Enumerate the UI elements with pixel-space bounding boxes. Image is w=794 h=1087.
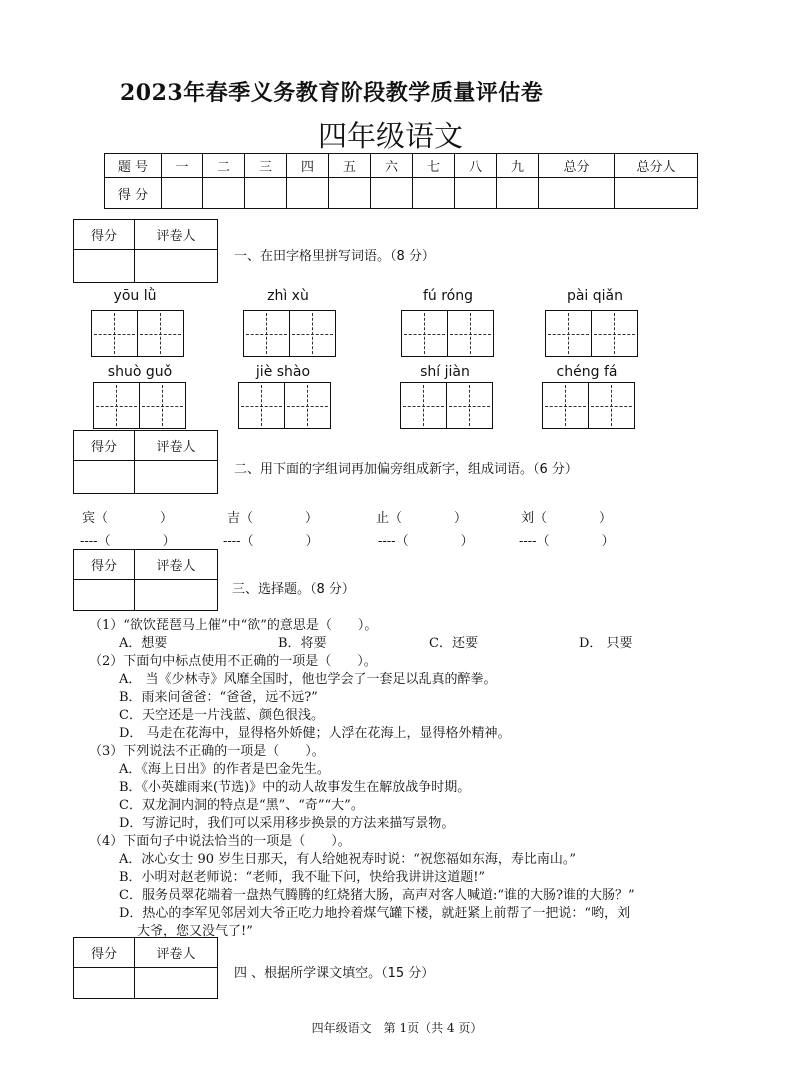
option-c[interactable]: C．还要 xyxy=(429,636,478,651)
pinyin-label: zhì xù xyxy=(267,288,309,304)
word-blank[interactable]: 宾（ ） xyxy=(82,511,174,526)
option-line[interactable]: A．冰心女士 90 岁生日那天，有人给她祝寿时说：“祝您福如东海，寿比南山。” xyxy=(119,852,576,867)
score-table xyxy=(104,153,698,209)
option-line[interactable]: D． 马走在花海中，显得格外娇健；人浮在花海上，显得格外精神。 xyxy=(119,726,511,741)
score-header-cell: 二 xyxy=(203,154,245,178)
tianzige-box[interactable] xyxy=(93,382,186,429)
tianzige-box[interactable] xyxy=(238,382,331,429)
option-line[interactable]: B．小明对赵老师说：“老师，我不耻下问，快给我讲讲这道题!” xyxy=(119,870,486,885)
score-header-cell: 一 xyxy=(162,154,203,178)
pinyin-label: yōu lǜ xyxy=(113,288,157,304)
option-line[interactable]: B．《小英雄雨来(节选)》中的动人故事发生在解放战争时期。 xyxy=(119,780,471,795)
score-header-cell: 八 xyxy=(455,154,497,178)
pinyin-label: pài qiǎn xyxy=(566,288,624,304)
option-line[interactable]: C．天空还是一片浅蓝、颜色很浅。 xyxy=(119,708,324,723)
option-line[interactable]: D．写游记时，我们可以采用移步换景的方法来描写景物。 xyxy=(119,816,455,831)
word-blank[interactable]: 止（ ） xyxy=(376,511,468,526)
grader-box xyxy=(73,430,218,494)
score-input-cell[interactable] xyxy=(245,178,287,209)
new-word-blank[interactable]: ----（ ） xyxy=(80,534,176,549)
score-input-cell[interactable] xyxy=(203,178,245,209)
score-header-cell: 总分 xyxy=(539,154,615,178)
pinyin-label: shuò guǒ xyxy=(107,364,173,380)
grader-name-input[interactable] xyxy=(135,580,218,611)
section2-heading: 二、用下面的字组词再加偏旁组成新字，组成词语。（6 分） xyxy=(234,462,578,477)
grader-score-label: 得分 xyxy=(74,431,135,461)
grader-score-input[interactable] xyxy=(74,461,135,494)
pinyin-label: chéng fá xyxy=(556,364,618,380)
tianzige-box[interactable] xyxy=(91,310,184,357)
new-word-blank[interactable]: ----（ ） xyxy=(519,534,615,549)
score-header-cell: 五 xyxy=(329,154,371,178)
grader-score-input[interactable] xyxy=(74,968,135,999)
score-input-cell[interactable] xyxy=(539,178,615,209)
pinyin-label: fú róng xyxy=(422,288,474,304)
question-line: （4）下面句子中说法恰当的一项是（ ）。 xyxy=(89,834,351,849)
tianzige-box[interactable] xyxy=(542,382,635,429)
score-header-cell: 三 xyxy=(245,154,287,178)
tianzige-box[interactable] xyxy=(243,310,336,357)
question-line: （2）下面句中标点使用不正确的一项是（ ）。 xyxy=(89,654,377,669)
grader-name-label: 评卷人 xyxy=(135,220,218,250)
grader-box xyxy=(73,549,218,611)
grader-score-label: 得分 xyxy=(74,550,135,580)
tianzige-box[interactable] xyxy=(400,382,493,429)
word-blank[interactable]: 刘（ ） xyxy=(521,511,613,526)
score-input-cell[interactable] xyxy=(371,178,413,209)
score-header-cell: 总分人 xyxy=(615,154,698,178)
score-input-cell[interactable] xyxy=(162,178,203,209)
exam-subtitle: 四年级语文 xyxy=(318,119,464,153)
grader-score-input[interactable] xyxy=(74,250,135,283)
option-line[interactable]: A．《海上日出》的作者是巴金先生。 xyxy=(119,762,330,777)
grader-score-input[interactable] xyxy=(74,580,135,611)
pinyin-label: jiè shào xyxy=(255,364,311,380)
score-header-cell: 题 号 xyxy=(105,154,162,178)
section1-heading: 一、在田字格里拼写词语。（8 分） xyxy=(234,249,435,264)
grader-score-label: 得分 xyxy=(74,220,135,250)
tianzige-box[interactable] xyxy=(401,310,494,357)
score-header-cell: 四 xyxy=(287,154,329,178)
grader-name-input[interactable] xyxy=(135,250,218,283)
grader-name-label: 评卷人 xyxy=(135,550,218,580)
score-input-cell[interactable] xyxy=(497,178,539,209)
page-footer: 四年级语文 第 1页（共 4 页） xyxy=(311,1021,483,1035)
score-header-cell: 七 xyxy=(413,154,455,178)
score-input-cell[interactable] xyxy=(455,178,497,209)
option-b[interactable]: B．将要 xyxy=(278,636,327,651)
option-d[interactable]: D． 只要 xyxy=(579,636,633,651)
question-line: （1）“欲饮琵琶马上催”中“欲”的意思是（ ）。 xyxy=(89,618,378,633)
grader-box xyxy=(73,937,218,999)
grader-name-label: 评卷人 xyxy=(135,938,218,968)
grader-name-label: 评卷人 xyxy=(135,431,218,461)
new-word-blank[interactable]: ----（ ） xyxy=(223,534,319,549)
score-row-label: 得 分 xyxy=(105,178,162,209)
option-line[interactable]: B．雨来问爸爸：“爸爸，远不远?” xyxy=(119,690,318,705)
option-line[interactable]: A． 当《少林寺》风靡全国时，他也学会了一套足以乱真的醉拳。 xyxy=(119,672,497,687)
option-line[interactable]: C．双龙洞内洞的特点是“黑”、“奇”“大”。 xyxy=(119,798,364,813)
option-line[interactable]: C．服务员翠花端着一盘热气腾腾的红烧猪大肠，高声对客人喊道:“谁的大肠?谁的大肠？” xyxy=(119,888,635,903)
exam-title: 2023年春季义务教育阶段教学质量评估卷 xyxy=(120,80,544,106)
option-a[interactable]: A．想要 xyxy=(119,636,168,651)
tianzige-box[interactable] xyxy=(545,310,638,357)
score-header-cell: 六 xyxy=(371,154,413,178)
section3-heading: 三、选择题。（8 分） xyxy=(232,582,355,597)
word-blank[interactable]: 吉（ ） xyxy=(227,511,319,526)
score-header-cell: 九 xyxy=(497,154,539,178)
score-input-cell[interactable] xyxy=(615,178,698,209)
score-input-cell[interactable] xyxy=(287,178,329,209)
pinyin-label: shí jiàn xyxy=(420,364,470,380)
grader-box xyxy=(73,219,218,283)
new-word-blank[interactable]: ----（ ） xyxy=(378,534,474,549)
grader-score-label: 得分 xyxy=(74,938,135,968)
score-input-cell[interactable] xyxy=(329,178,371,209)
grader-name-input[interactable] xyxy=(135,461,218,494)
question-line: （3）下列说法不正确的一项是（ ）。 xyxy=(89,744,325,759)
section4-heading: 四 、根据所学课文填空。（15 分） xyxy=(234,966,435,981)
option-line[interactable]: D．热心的李军见邻居刘大爷正吃力地拎着煤气罐下楼，就赶紧上前帮了一把说：“哟，刘 xyxy=(119,906,631,921)
grader-name-input[interactable] xyxy=(135,968,218,999)
option-line-continued[interactable]: 大爷，您又没气了!” xyxy=(137,924,253,939)
score-input-cell[interactable] xyxy=(413,178,455,209)
